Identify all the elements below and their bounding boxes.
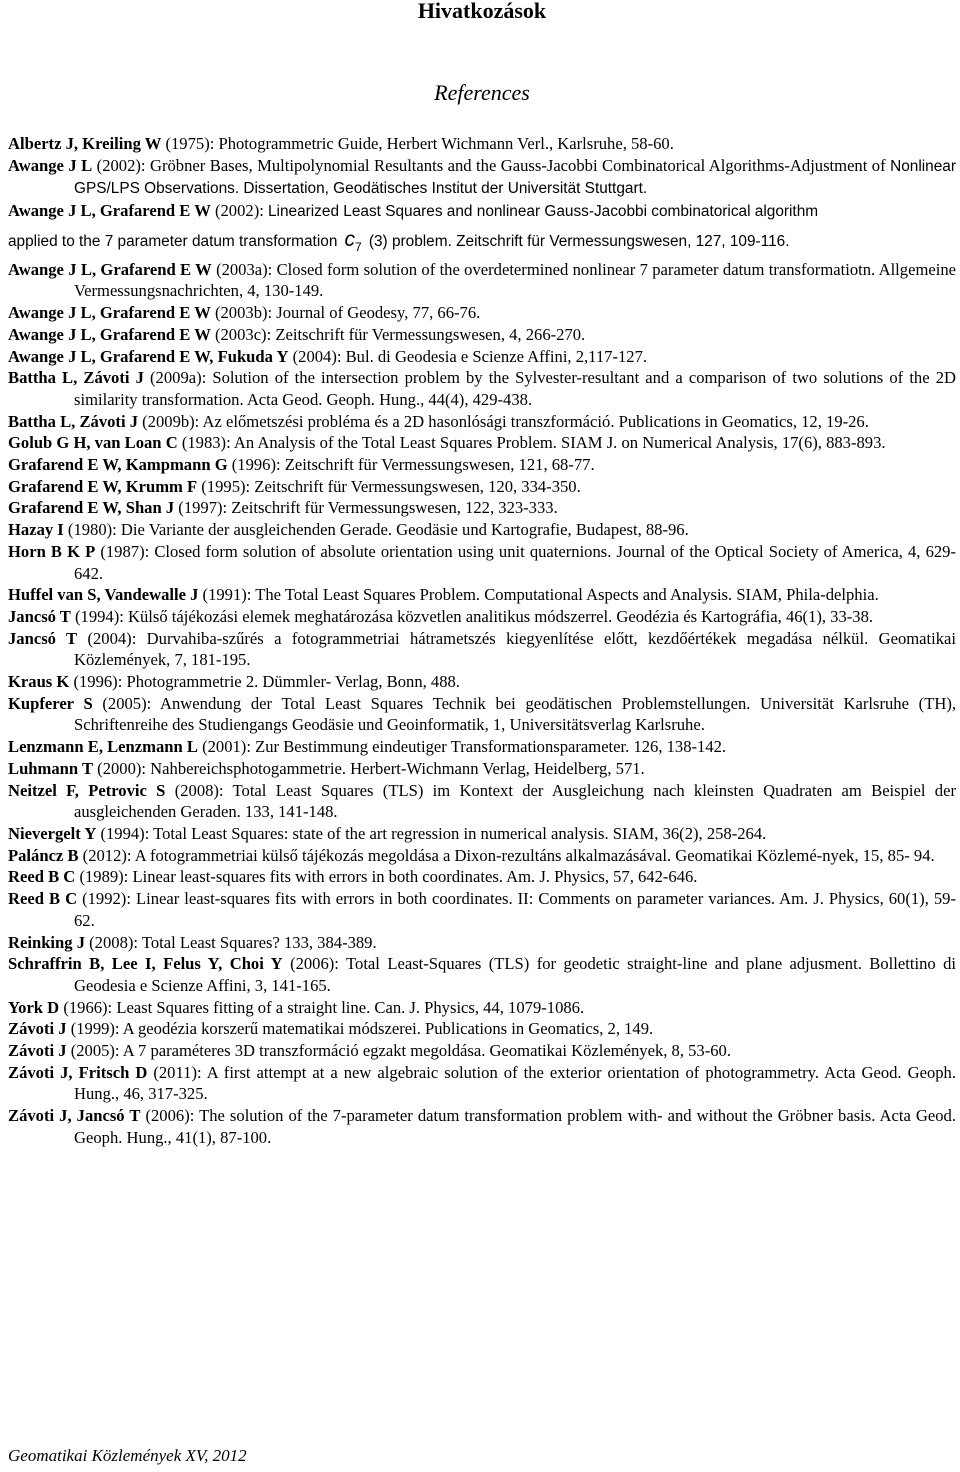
reference-text: (2005): A 7 paraméteres 3D transzformáció egzakt megoldása. Geomatikai Közlemények, 8, 53-60. (66, 1041, 731, 1061)
reference-item (8, 155, 956, 200)
reference-text: (1966): Least Squares fitting of a straight line. Can. J. Physics, 44, 1079-1086. (59, 997, 585, 1017)
reference-authors: Awange J L (8, 155, 93, 175)
reference-authors: Závoti J (8, 1041, 67, 1061)
reference-item (8, 200, 956, 259)
reference-authors: Albertz J, Kreiling W (8, 134, 162, 153)
reference-authors: Awange J L, Grafarend E W (8, 324, 211, 344)
reference-item (8, 346, 956, 368)
reference-authors: Grafarend E W, Kampmann G (8, 455, 228, 475)
reference-authors: Nievergelt Y (8, 823, 97, 843)
reference-text: (1987): Closed form solution of absolute orientation using unit quaternions. Journal of the Optical Society of America, 4, 629-642. (74, 541, 956, 583)
math-symbol-c7 (342, 227, 365, 254)
reference-text: (2011): A first attempt at a new algebraic solution of the exterior orientation of photogrammetry. Acta Geod. Geoph. Hung., 46, 317-325. (74, 1062, 956, 1104)
reference-item (8, 432, 956, 454)
reference-text: (2001): Zur Bestimmung eindeutiger Transformationsparameter. 126, 138-142. (197, 737, 727, 757)
reference-item (8, 823, 956, 845)
reference-item (8, 133, 956, 155)
reference-text: (1991): The Total Least Squares Problem. Computational Aspects and Analysis. SIAM, Phila-delphia. (198, 585, 879, 605)
reference-item (8, 845, 956, 867)
reference-item (8, 693, 956, 736)
reference-item (8, 1040, 956, 1062)
reference-item (8, 997, 956, 1019)
reference-text: (2003b): Journal of Geodesy, 77, 66-76. (210, 303, 481, 323)
reference-text: (1996): Photogrammetrie 2. Dümmler- Verlag, Bonn, 488. (69, 672, 460, 692)
reference-item (8, 476, 956, 498)
reference-text: (2009a): Solution of the intersection problem by the Sylvester-resultant and a comparison of two solutions of the 2D similarity transformation. Acta Geod. Geoph. Hung., 44(4), 429-438. (74, 368, 956, 409)
reference-text: (2004): Bul. di Geodesia e Scienze Affini, 2,117-127. (288, 346, 648, 366)
reference-text: (1983): An Analysis of the Total Least Squares Problem. SIAM J. on Numerical Analysis, 17(6), 883-893. (177, 433, 886, 453)
reference-text: (2005): Anwendung der Total Least Squares Technik bei geodätischen Problemstellungen. Universität Karlsruhe (TH), Schriftenreihe des Studiengangs Geodäsie und Geoinformatik, 1, Universitätsverlag Karlsruhe. (74, 693, 956, 735)
reference-authors: Horn B K P (8, 541, 96, 561)
reference-authors: Kupferer S (8, 693, 93, 713)
reference-item (8, 736, 956, 758)
reference-authors: Awange J L, Grafarend E W, Fukuda Y (8, 346, 289, 366)
reference-item (8, 302, 956, 324)
reference-text: (1994): Total Least Squares: state of the art regression in numerical analysis. SIAM, 36(2), 258-264. (96, 823, 767, 843)
reference-authors: Grafarend E W, Krumm F (8, 476, 198, 496)
reference-text: (2006): The solution of the 7-parameter datum transformation problem with- and without the Gröbner basis. Acta Geod. Geoph. Hung., 41(1), 87-100. (74, 1106, 956, 1147)
reference-item (8, 1062, 956, 1105)
reference-text-sans: Linearized Least Squares and nonlinear Gauss-Jacobbi combinatorical algorithm (267, 203, 819, 221)
section-subtitle: References (434, 80, 530, 105)
reference-item (8, 454, 956, 476)
reference-authors: Awange J L, Grafarend E W (8, 259, 212, 279)
reference-authors: Reed B C (8, 889, 78, 909)
reference-text: (2004): Durvahiba-szűrés a fotogrammetriai hátrametszés kiegyenlítése előtt, kezdőértékek megadása nélkül. Geomatikai Közlemények, 7, 181-195. (74, 628, 957, 670)
reference-authors: Awange J L, Grafarend E W (8, 303, 211, 323)
math-subscript-7: 7 (355, 240, 362, 254)
reference-authors: Hazay I (8, 520, 64, 540)
reference-text: (2003a): Closed form solution of the overdetermined nonlinear 7 parameter datum transformatiotn. Allgemeine Vermessungsnachrichten, 4, 130-149. (74, 259, 956, 301)
reference-text: (2008): Total Least Squares (TLS) im Kontext der Ausgleichung nach kleinsten Quadraten am Beispiel der ausgleichenden Geraden. 133, 141-148. (74, 780, 956, 822)
reference-item (8, 1105, 956, 1148)
reference-authors: Neitzel F, Petrovic S (8, 780, 166, 800)
reference-text-sans: Nonlinear GPS/LPS Observations. Dissertation, Geodätisches Institut der Universität Stuttgart. (74, 157, 956, 198)
page-title: Hivatkozások (417, 0, 547, 23)
reference-text-sans: (3) problem. Zeitschrift für Vermessungswesen, 127, 109-116. (368, 232, 790, 250)
reference-item (8, 584, 956, 606)
reference-authors: York D (8, 997, 60, 1017)
reference-authors: Luhmann T (8, 758, 94, 778)
reference-text: (2008): Total Least Squares? 133, 384-389. (85, 932, 377, 952)
reference-authors: Battha L, Závoti J (8, 368, 144, 388)
reference-text: (2009b): Az előmetszési probléma és a 2D hasonlósági transzformáció. Publications in Geomatics, 12, 19-26. (138, 411, 869, 431)
reference-item (8, 324, 956, 346)
reference-authors: Závoti J, Fritsch D (8, 1062, 148, 1082)
reference-item (8, 780, 956, 823)
reference-item (8, 606, 956, 628)
reference-text: (2000): Nahbereichsphotogammetrie. Herbert-Wichmann Verlag, Heidelberg, 571. (93, 758, 645, 778)
reference-authors: Awange J L, Grafarend E W (8, 201, 211, 221)
reference-item (8, 932, 956, 954)
page-footer: Geomatikai Közlemények XV, 2012 (8, 1446, 247, 1465)
reference-item (8, 541, 956, 584)
reference-continuation (8, 223, 956, 259)
reference-item (8, 411, 956, 433)
reference-item (8, 519, 956, 541)
reference-text: (1989): Linear least-squares fits with errors in both coordinates. Am. J. Physics, 57, 642-646. (75, 867, 698, 887)
reference-item (8, 1018, 956, 1040)
reference-authors: Huffel van S, Vandewalle J (8, 585, 199, 605)
reference-item (8, 953, 956, 996)
reference-item (8, 888, 956, 931)
reference-text: (1975): Photogrammetric Guide, Herbert Wichmann Verl., Karlsruhe, 58-60. (161, 134, 674, 153)
reference-text: (1996): Zeitschrift für Vermessungswesen, 121, 68-77. (227, 455, 595, 475)
reference-text: (2003c): Zeitschrift für Vermessungswesen, 4, 266-270. (210, 324, 586, 344)
reference-authors: Paláncz B (8, 845, 79, 865)
reference-item (8, 497, 956, 519)
reference-item (8, 758, 956, 780)
reference-authors: Lenzmann E, Lenzmann L (8, 737, 198, 757)
reference-text: (2002): Gröbner Bases, Multipolynomial Resultants and the Gauss-Jacobbi Combinatorical Algorithms-Adjustment of (92, 155, 891, 175)
math-symbol-c: c (344, 227, 356, 251)
reference-text: (2012): A fotogrammetriai külső tájékozás megoldása a Dixon-rezultáns alkalmazásával. Geomatikai Közlemé-nyek, 15, 85- 94. (78, 845, 935, 865)
reference-list (8, 133, 956, 1149)
reference-text: (1999): A geodézia korszerű matematikai módszerei. Publications in Geomatics, 2, 149. (66, 1019, 654, 1039)
reference-authors: Kraus K (8, 672, 70, 692)
reference-text: (1980): Die Variante der ausgleichenden Gerade. Geodäsie und Kartografie, Budapest, 88-96. (63, 520, 689, 540)
reference-item (8, 866, 956, 888)
reference-text: (2006): Total Least-Squares (TLS) for geodetic straight-line and plane adjusment. Bollettino di Geodesia e Scienze Affini, 3, 141-165. (74, 954, 956, 995)
reference-authors: Závoti J (8, 1019, 67, 1039)
reference-authors: Reinking J (8, 932, 85, 952)
reference-authors: Battha L, Závoti J (8, 411, 138, 431)
reference-authors: Grafarend E W, Shan J (8, 498, 175, 518)
reference-authors: Jancsó T (8, 606, 71, 626)
reference-item (8, 259, 956, 302)
reference-authors: Golub G H, van Loan C (8, 433, 178, 453)
reference-text: (1995): Zeitschrift für Vermessungswesen, 120, 334-350. (197, 476, 581, 496)
reference-authors: Schraffrin B, Lee I, Felus Y, Choi Y (8, 954, 283, 974)
reference-text-sans: applied to the 7 parameter datum transformation (8, 232, 338, 250)
reference-item (8, 671, 956, 693)
reference-authors: Jancsó T (8, 628, 78, 648)
reference-text: (1992): Linear least-squares fits with errors in both coordinates. II: Comments on parameter variances. Am. J. Physics, 60(1), 59-62. (74, 889, 957, 930)
reference-item (8, 367, 956, 410)
reference-authors: Závoti J, Jancsó T (8, 1106, 141, 1126)
reference-text: (1994): Külső tájékozási elemek meghatározása közvetlen analitikus módszerrel. Geodézia és Kartográfia, 46(1), 33-38. (70, 606, 874, 626)
reference-authors: Reed B C (8, 867, 76, 887)
reference-text: (2002): (210, 201, 268, 221)
reference-text: (1997): Zeitschrift für Vermessungswesen, 122, 323-333. (174, 498, 558, 518)
reference-item (8, 628, 956, 671)
